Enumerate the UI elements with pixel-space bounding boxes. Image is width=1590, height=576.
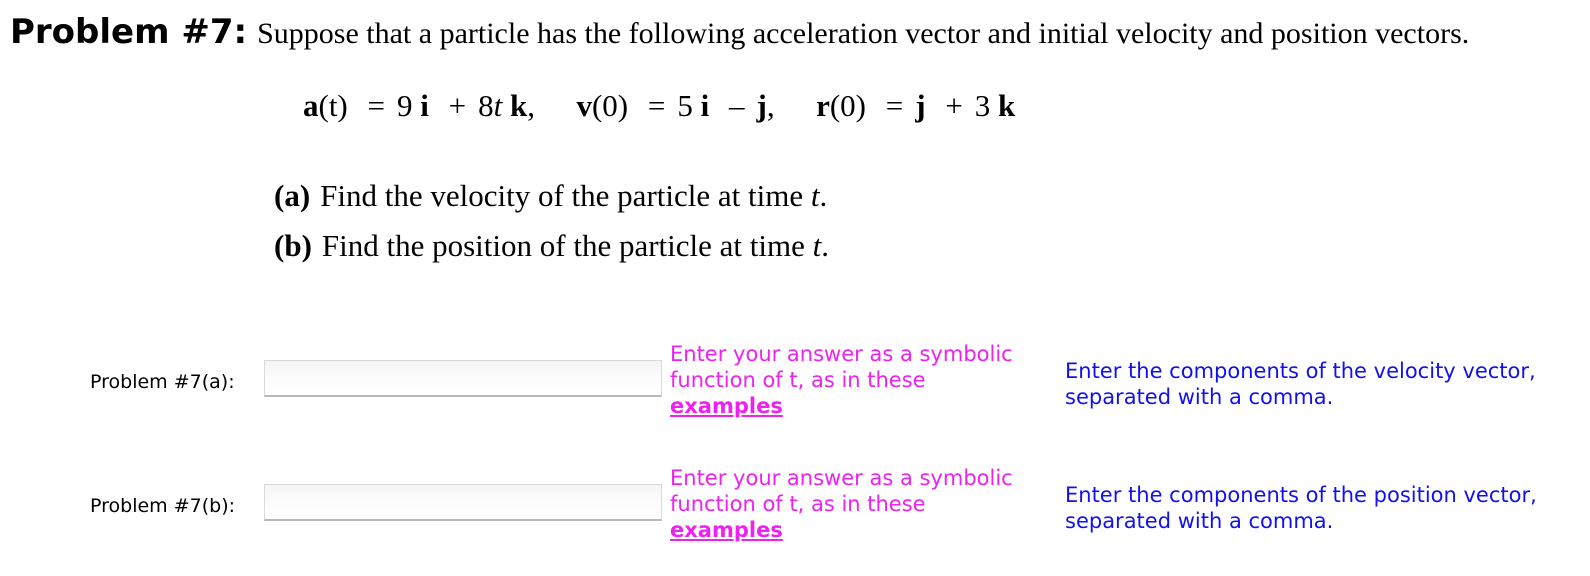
a-time-var: t xyxy=(493,88,503,123)
answer-b-hint-text: Enter your answer as a symbolic function of t, as in these xyxy=(670,466,1013,516)
a-unit-i: i xyxy=(420,88,429,123)
answer-a-hint-text: Enter your answer as a symbolic function of t, as in these xyxy=(670,342,1013,392)
v-coef-1: 5 xyxy=(677,88,693,123)
answer-a-hint xyxy=(670,341,1040,419)
problem-heading xyxy=(10,12,1469,52)
acceleration-arg: (t) xyxy=(318,88,348,123)
position-symbol: r xyxy=(816,88,830,123)
equals-sign: = xyxy=(885,88,904,123)
answer-b-hint xyxy=(670,465,1040,543)
plus-sign: + xyxy=(448,88,467,123)
part-b-var: t xyxy=(812,228,822,263)
answer-b-note: Enter the components of the position vector, separated with a comma. xyxy=(1065,483,1537,533)
plus-sign: + xyxy=(945,88,963,123)
equals-sign: = xyxy=(647,88,666,123)
separator-comma: , xyxy=(527,88,535,123)
problem-title: Problem #7: xyxy=(10,12,248,52)
answer-a-label: Problem #7(a): xyxy=(90,371,235,393)
answer-a-note: Enter the components of the velocity vector, separated with a comma. xyxy=(1065,359,1536,409)
part-b-text: Find the position of the particle at time xyxy=(321,228,813,263)
answer-a-examples-link[interactable]: examples xyxy=(670,394,783,418)
part-b-end: . xyxy=(821,228,829,263)
part-a-label: (a) xyxy=(274,178,311,213)
part-a-question xyxy=(274,178,827,214)
r-coef: 3 xyxy=(974,88,991,123)
a-coef-2: 8 xyxy=(478,88,494,123)
answer-a-input[interactable] xyxy=(264,360,662,397)
answer-b-examples-link[interactable]: examples xyxy=(670,518,783,542)
a-coef-1: 9 xyxy=(397,88,413,123)
equals-sign: = xyxy=(367,88,385,123)
part-a-text: Find the velocity of the particle at time xyxy=(320,178,811,213)
acceleration-symbol: a xyxy=(303,88,319,123)
part-b-label: (b) xyxy=(274,228,312,263)
velocity-symbol: v xyxy=(576,88,592,123)
r-unit-j: j xyxy=(915,88,926,123)
minus-sign: – xyxy=(729,88,745,123)
problem-intro: Suppose that a particle has the following acceleration vector and initial velocity and position vectors. xyxy=(257,17,1470,50)
answer-b-input[interactable] xyxy=(264,484,662,521)
position-arg: (0) xyxy=(829,88,866,123)
v-unit-j: j xyxy=(756,88,767,123)
velocity-arg: (0) xyxy=(591,88,629,123)
answer-b-label: Problem #7(b): xyxy=(90,495,236,517)
v-unit-i: i xyxy=(700,88,710,123)
separator-comma: , xyxy=(766,88,775,123)
a-unit-k: k xyxy=(509,88,528,123)
part-a-end: . xyxy=(819,178,828,213)
r-unit-k: k xyxy=(998,88,1016,123)
vector-equation xyxy=(303,88,1015,124)
part-b-question xyxy=(274,228,829,264)
part-a-var: t xyxy=(810,178,820,213)
